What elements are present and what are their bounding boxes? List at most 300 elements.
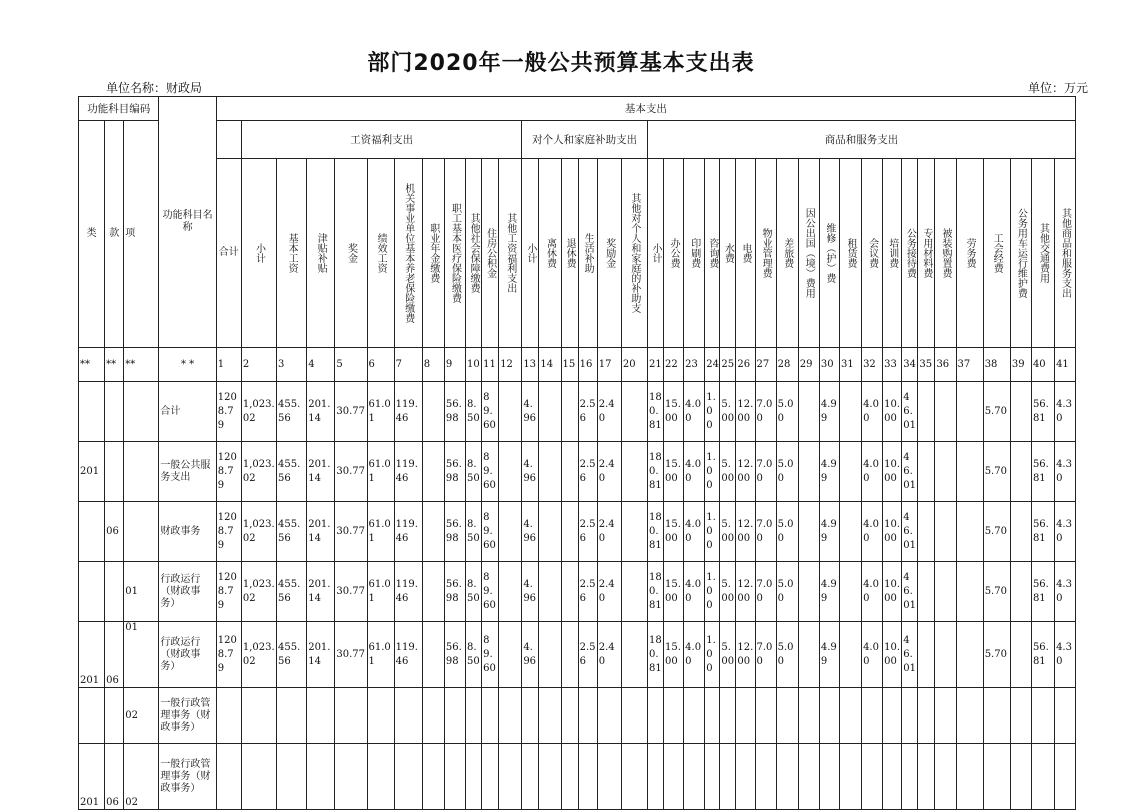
row-value: 1,023.02 xyxy=(241,502,276,562)
row-value: 89.60 xyxy=(482,502,499,562)
row-value: 4.99 xyxy=(819,442,839,502)
row-value: 4.00 xyxy=(862,502,883,562)
row-value: 7.00 xyxy=(755,382,776,442)
row-value: 1208.79 xyxy=(216,502,241,562)
row-value: 56.81 xyxy=(1031,442,1054,502)
row-value xyxy=(798,442,819,502)
index-cell: 24 xyxy=(705,348,720,382)
row-value xyxy=(621,622,647,688)
row-value xyxy=(883,688,902,744)
row-value: 10.00 xyxy=(883,382,902,442)
row-value xyxy=(539,622,561,688)
row-value xyxy=(561,442,578,502)
salary-col-4: 奖金 xyxy=(335,159,367,348)
row-value: 1.00 xyxy=(705,562,720,622)
row-value: 15.00 xyxy=(664,382,684,442)
header-row-1 xyxy=(79,97,1076,121)
row-value: 455.56 xyxy=(277,442,307,502)
row-value xyxy=(935,622,956,688)
row-value xyxy=(918,562,935,622)
row-value xyxy=(216,744,241,810)
row-value xyxy=(539,562,561,622)
row-value: 5.00 xyxy=(776,562,798,622)
row-func-name: 合计 xyxy=(159,382,216,442)
row-value: 10.00 xyxy=(883,442,902,502)
row-value xyxy=(422,744,444,810)
row-value xyxy=(499,562,522,622)
row-xiang: 02 xyxy=(124,744,159,810)
row-value xyxy=(839,562,861,622)
row-value xyxy=(499,688,522,744)
row-value: 180.81 xyxy=(647,502,663,562)
row-value xyxy=(1010,382,1031,442)
row-value: 30.77 xyxy=(335,502,367,562)
row-value: 89.60 xyxy=(482,442,499,502)
index-cell: 38 xyxy=(983,348,1010,382)
row-lei xyxy=(79,688,105,744)
index-cell: 33 xyxy=(883,348,902,382)
index-cell: 1 xyxy=(216,348,241,382)
table-row xyxy=(79,622,1076,688)
row-kuan: 06 xyxy=(105,502,124,562)
index-cell: 41 xyxy=(1055,348,1076,382)
row-value xyxy=(499,744,522,810)
row-lei xyxy=(79,562,105,622)
row-value: 89.60 xyxy=(482,562,499,622)
row-value xyxy=(1010,442,1031,502)
index-cell: 14 xyxy=(539,348,561,382)
row-value xyxy=(839,622,861,688)
row-value: 4.30 xyxy=(1055,502,1076,562)
row-value: 2.56 xyxy=(578,622,597,688)
row-lei: 201 xyxy=(79,622,105,688)
index-cell: 35 xyxy=(918,348,935,382)
row-value: 2.40 xyxy=(597,502,621,562)
row-value: 10.00 xyxy=(883,502,902,562)
row-value: 12.00 xyxy=(736,442,755,502)
row-value: 1,023.02 xyxy=(241,442,276,502)
row-value: 1208.79 xyxy=(216,622,241,688)
row-value: 30.77 xyxy=(335,562,367,622)
row-value xyxy=(839,744,861,810)
row-value: 5.00 xyxy=(776,502,798,562)
row-value: 46.01 xyxy=(902,622,918,688)
index-cell: 20 xyxy=(621,348,647,382)
row-value xyxy=(883,744,902,810)
row-value xyxy=(561,744,578,810)
row-value: 1.00 xyxy=(705,622,720,688)
row-value xyxy=(241,744,276,810)
row-value: 10.00 xyxy=(883,622,902,688)
row-value: 2.56 xyxy=(578,382,597,442)
index-cell: 4 xyxy=(307,348,335,382)
row-value xyxy=(736,744,755,810)
row-value xyxy=(482,688,499,744)
row-value: 201.14 xyxy=(307,502,335,562)
goods-col-5: 水费 xyxy=(720,159,736,348)
row-value: 5.70 xyxy=(983,622,1010,688)
row-value: 30.77 xyxy=(335,442,367,502)
goods-col-13: 培训费 xyxy=(883,159,902,348)
row-func-name: 一般公共服务支出 xyxy=(159,442,216,502)
personal-col-5: 奖励金 xyxy=(597,159,621,348)
row-value xyxy=(621,502,647,562)
row-xiang: 01 xyxy=(124,622,159,688)
row-lei xyxy=(79,382,105,442)
row-value: 30.77 xyxy=(335,622,367,688)
row-func-name: 行政运行（财政事务） xyxy=(159,622,216,688)
row-value: 56.81 xyxy=(1031,622,1054,688)
row-value: 56.98 xyxy=(444,442,465,502)
basic-expense-header: 基本支出 xyxy=(216,97,1075,121)
row-value: 5.70 xyxy=(983,562,1010,622)
index-cell: 8 xyxy=(422,348,444,382)
row-value xyxy=(394,744,422,810)
row-value xyxy=(819,688,839,744)
row-value xyxy=(561,502,578,562)
index-cell: 36 xyxy=(935,348,956,382)
row-value xyxy=(798,622,819,688)
row-value xyxy=(776,688,798,744)
row-value xyxy=(983,744,1010,810)
index-cell: 2 xyxy=(241,348,276,382)
row-value: 4.96 xyxy=(522,382,539,442)
row-value xyxy=(935,562,956,622)
index-cell: 5 xyxy=(335,348,367,382)
row-value: 5.00 xyxy=(720,562,736,622)
page-title: 部门2020年一般公共预算基本支出表 xyxy=(367,51,755,76)
goods-col-2: 办公费 xyxy=(664,159,684,348)
row-value: 46.01 xyxy=(902,442,918,502)
row-value: 2.56 xyxy=(578,442,597,502)
row-value: 56.98 xyxy=(444,562,465,622)
index-cell: 25 xyxy=(720,348,736,382)
row-value: 61.01 xyxy=(367,562,394,622)
row-value: 180.81 xyxy=(647,442,663,502)
index-cell: 22 xyxy=(664,348,684,382)
row-value xyxy=(561,622,578,688)
row-value xyxy=(956,562,983,622)
row-value: 180.81 xyxy=(647,622,663,688)
row-value xyxy=(561,382,578,442)
row-value: 8.50 xyxy=(466,382,482,442)
personal-col-6: 其他对个人和家庭的补助支 xyxy=(621,159,647,348)
row-xiang: 01 xyxy=(124,562,159,622)
salary-col-9: 其他社会保障缴费 xyxy=(466,159,482,348)
row-value xyxy=(819,744,839,810)
index-cell: 32 xyxy=(862,348,883,382)
row-kuan xyxy=(105,442,124,502)
row-value xyxy=(335,688,367,744)
row-value: 1.00 xyxy=(705,502,720,562)
row-value: 46.01 xyxy=(902,562,918,622)
row-value xyxy=(1010,688,1031,744)
row-value: 119.46 xyxy=(394,442,422,502)
goods-col-3: 印刷费 xyxy=(684,159,705,348)
index-cell: ** xyxy=(124,348,159,382)
row-value xyxy=(422,562,444,622)
row-value: 2.40 xyxy=(597,442,621,502)
personal-col-3: 退休费 xyxy=(561,159,578,348)
row-kuan: 06 xyxy=(105,622,124,688)
row-value: 455.56 xyxy=(277,562,307,622)
row-value: 61.01 xyxy=(367,442,394,502)
row-value xyxy=(621,382,647,442)
row-value: 4.00 xyxy=(862,622,883,688)
salary-col-3: 津贴补贴 xyxy=(307,159,335,348)
goods-col-15: 专用材料费 xyxy=(918,159,935,348)
row-value: 119.46 xyxy=(394,382,422,442)
row-value xyxy=(499,502,522,562)
row-lei: 201 xyxy=(79,744,105,810)
row-value: 4.00 xyxy=(684,622,705,688)
row-value: 10.00 xyxy=(883,562,902,622)
personal-col-2: 离休费 xyxy=(539,159,561,348)
row-value: 2.56 xyxy=(578,562,597,622)
row-value xyxy=(422,442,444,502)
row-value xyxy=(755,744,776,810)
row-value xyxy=(621,442,647,502)
row-xiang xyxy=(124,382,159,442)
index-cell: 9 xyxy=(444,348,465,382)
row-value xyxy=(647,744,663,810)
unit-label: 单位：万元 xyxy=(1027,81,1088,95)
row-value: 180.81 xyxy=(647,382,663,442)
row-value xyxy=(956,442,983,502)
index-cell: 10 xyxy=(466,348,482,382)
row-value xyxy=(539,502,561,562)
salary-col-10: 住房公积金 xyxy=(482,159,499,348)
row-value: 1,023.02 xyxy=(241,382,276,442)
row-value: 89.60 xyxy=(482,622,499,688)
row-value xyxy=(902,688,918,744)
row-value: 2.40 xyxy=(597,562,621,622)
row-value xyxy=(720,744,736,810)
row-value: 46.01 xyxy=(902,382,918,442)
salary-col-5: 绩效工资 xyxy=(367,159,394,348)
row-xiang: 02 xyxy=(124,688,159,744)
row-value: 4.99 xyxy=(819,502,839,562)
row-value: 4.30 xyxy=(1055,382,1076,442)
index-cell: 29 xyxy=(798,348,819,382)
row-value xyxy=(621,744,647,810)
index-cell: 23 xyxy=(684,348,705,382)
row-value: 4.00 xyxy=(684,502,705,562)
row-func-name: 行政运行（财政事务） xyxy=(159,562,216,622)
row-value xyxy=(720,688,736,744)
row-value: 56.98 xyxy=(444,502,465,562)
row-value xyxy=(241,688,276,744)
row-value xyxy=(367,744,394,810)
row-value: 15.00 xyxy=(664,622,684,688)
row-value: 8.50 xyxy=(466,562,482,622)
index-row xyxy=(79,348,1076,382)
goods-col-9: 因公出国（境）费用 xyxy=(798,159,819,348)
row-value xyxy=(664,744,684,810)
row-value: 7.00 xyxy=(755,502,776,562)
col-kuan: 款 xyxy=(105,121,124,348)
row-value xyxy=(918,382,935,442)
goods-col-1: 小计 xyxy=(647,159,663,348)
row-value xyxy=(1031,688,1054,744)
index-cell: ** xyxy=(105,348,124,382)
row-lei: 201 xyxy=(79,442,105,502)
goods-col-19: 公务用车运行维护费 xyxy=(1010,159,1031,348)
row-value: 1.00 xyxy=(705,442,720,502)
row-value xyxy=(578,688,597,744)
row-value: 8.50 xyxy=(466,442,482,502)
index-cell: 26 xyxy=(736,348,755,382)
row-value xyxy=(422,382,444,442)
total-spacer xyxy=(216,121,241,159)
row-value: 2.40 xyxy=(597,622,621,688)
row-value: 119.46 xyxy=(394,502,422,562)
row-value: 12.00 xyxy=(736,562,755,622)
row-value xyxy=(522,688,539,744)
row-value xyxy=(839,442,861,502)
goods-col-14: 公务接待费 xyxy=(902,159,918,348)
row-value xyxy=(705,688,720,744)
row-value: 4.99 xyxy=(819,622,839,688)
row-value: 4.30 xyxy=(1055,442,1076,502)
row-value: 4.00 xyxy=(684,562,705,622)
row-value: 56.98 xyxy=(444,622,465,688)
index-cell: 37 xyxy=(956,348,983,382)
row-value: 7.00 xyxy=(755,562,776,622)
goods-col-16: 被装购置费 xyxy=(935,159,956,348)
row-value xyxy=(862,688,883,744)
row-value: 4.00 xyxy=(862,442,883,502)
index-cell: 31 xyxy=(839,348,861,382)
index-cell: 39 xyxy=(1010,348,1031,382)
row-lei xyxy=(79,502,105,562)
row-value: 5.00 xyxy=(720,622,736,688)
row-value xyxy=(956,744,983,810)
row-value xyxy=(956,688,983,744)
row-value xyxy=(918,502,935,562)
row-value: 4.00 xyxy=(684,382,705,442)
row-value: 4.00 xyxy=(684,442,705,502)
row-value: 5.00 xyxy=(776,442,798,502)
row-value: 4.96 xyxy=(522,442,539,502)
goods-col-6: 电费 xyxy=(736,159,755,348)
row-value xyxy=(539,442,561,502)
row-value xyxy=(918,744,935,810)
row-value xyxy=(918,442,935,502)
row-value: 56.98 xyxy=(444,382,465,442)
row-value: 4.99 xyxy=(819,562,839,622)
row-value xyxy=(935,382,956,442)
row-value: 1,023.02 xyxy=(241,622,276,688)
row-value: 4.96 xyxy=(522,562,539,622)
row-value: 1208.79 xyxy=(216,442,241,502)
row-value xyxy=(798,688,819,744)
row-value: 61.01 xyxy=(367,502,394,562)
index-cell: 13 xyxy=(522,348,539,382)
row-value xyxy=(798,502,819,562)
row-value xyxy=(918,688,935,744)
col-lei: 类 xyxy=(79,121,105,348)
index-cell: ** xyxy=(79,348,105,382)
index-cell: 21 xyxy=(647,348,663,382)
row-value xyxy=(798,382,819,442)
row-value xyxy=(499,442,522,502)
row-value: 46.01 xyxy=(902,502,918,562)
personal-col-4: 生活补助 xyxy=(578,159,597,348)
goods-col-8: 差旅费 xyxy=(776,159,798,348)
index-cell: 40 xyxy=(1031,348,1054,382)
row-func-name: 一般行政管理事务（财政事务） xyxy=(159,688,216,744)
index-cell: * * xyxy=(159,348,216,382)
table-row xyxy=(79,744,1076,810)
row-value xyxy=(539,744,561,810)
group-goods-header: 商品和服务支出 xyxy=(647,121,1075,159)
row-value: 12.00 xyxy=(736,382,755,442)
goods-col-7: 物业管理费 xyxy=(755,159,776,348)
row-value xyxy=(499,622,522,688)
row-value: 2.56 xyxy=(578,502,597,562)
row-value: 4.30 xyxy=(1055,622,1076,688)
row-value xyxy=(561,562,578,622)
row-value: 4.96 xyxy=(522,622,539,688)
row-value xyxy=(1010,622,1031,688)
table-row xyxy=(79,442,1076,502)
row-value xyxy=(935,688,956,744)
row-kuan xyxy=(105,562,124,622)
row-value: 5.00 xyxy=(776,622,798,688)
row-value: 4.96 xyxy=(522,502,539,562)
row-value: 5.00 xyxy=(720,382,736,442)
row-value xyxy=(705,744,720,810)
row-value xyxy=(935,442,956,502)
row-value: 8.50 xyxy=(466,502,482,562)
goods-col-21: 其他商品和服务支出 xyxy=(1055,159,1076,348)
row-value xyxy=(956,382,983,442)
row-value xyxy=(466,744,482,810)
row-value: 5.00 xyxy=(776,382,798,442)
row-value: 56.81 xyxy=(1031,562,1054,622)
row-value: 4.99 xyxy=(819,382,839,442)
row-value xyxy=(798,744,819,810)
row-kuan xyxy=(105,382,124,442)
row-value xyxy=(918,622,935,688)
row-value xyxy=(1010,502,1031,562)
group-salary-header: 工资福利支出 xyxy=(241,121,521,159)
row-value: 5.00 xyxy=(720,502,736,562)
row-value: 30.77 xyxy=(335,382,367,442)
index-cell: 16 xyxy=(578,348,597,382)
salary-col-6: 机关事业单位基本养老保险缴费 xyxy=(394,159,422,348)
row-value xyxy=(776,744,798,810)
row-value xyxy=(684,744,705,810)
index-cell: 11 xyxy=(482,348,499,382)
row-kuan: 06 xyxy=(105,744,124,810)
row-value xyxy=(422,688,444,744)
table-row xyxy=(79,562,1076,622)
row-value: 61.01 xyxy=(367,382,394,442)
personal-col-1: 小计 xyxy=(522,159,539,348)
row-value xyxy=(444,744,465,810)
row-value xyxy=(444,688,465,744)
salary-col-2: 基本工资 xyxy=(277,159,307,348)
table-row xyxy=(79,502,1076,562)
row-value xyxy=(902,744,918,810)
row-value: 15.00 xyxy=(664,502,684,562)
row-value xyxy=(647,688,663,744)
row-value xyxy=(983,688,1010,744)
row-value xyxy=(1031,744,1054,810)
row-value xyxy=(839,502,861,562)
